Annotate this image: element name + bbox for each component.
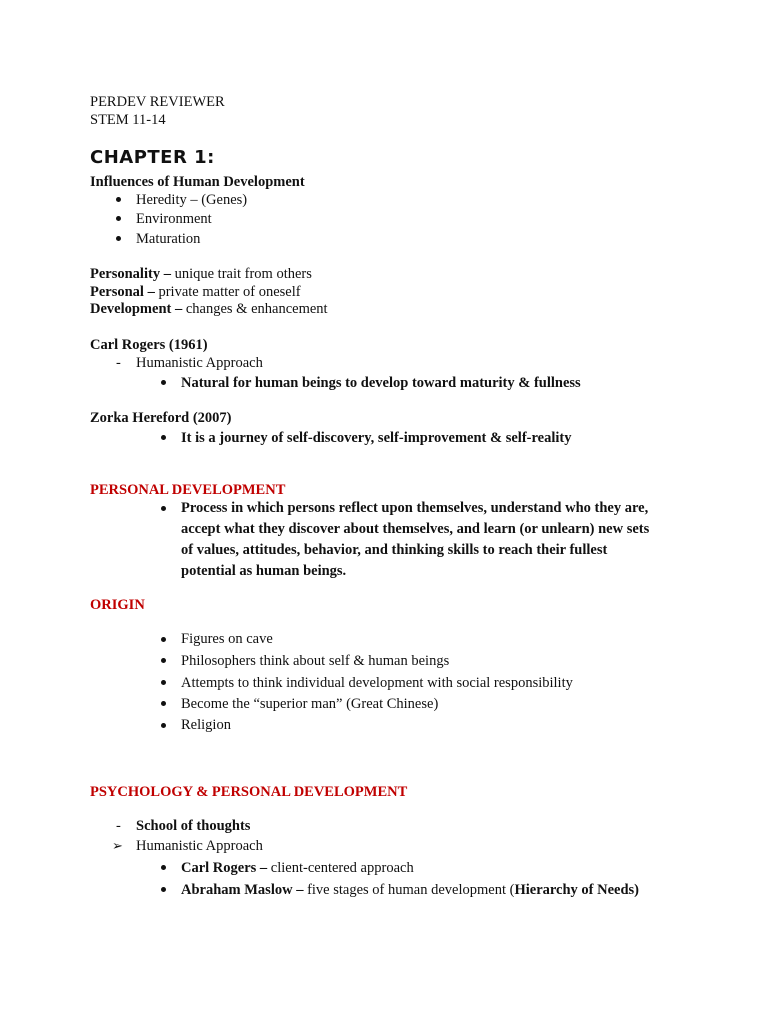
arrow-icon: ➢ xyxy=(112,838,123,853)
hereford-heading: Zorka Hereford (2007) xyxy=(90,410,232,426)
bullet xyxy=(161,887,166,892)
dash-marker: - xyxy=(116,818,121,834)
bullet xyxy=(161,701,166,706)
definition-personal xyxy=(90,283,301,301)
dash-marker: - xyxy=(116,355,121,371)
item-term: Carl Rogers – xyxy=(181,860,268,876)
definition-term: Personality – xyxy=(90,266,171,282)
bullet xyxy=(116,197,121,202)
definition-term: Development – xyxy=(90,301,183,317)
item-text: client-centered approach xyxy=(267,860,414,876)
paragraph-line: of values, attitudes, behavior, and thinking skills to reach their fullest xyxy=(181,542,608,558)
definition-text: private matter of oneself xyxy=(154,284,301,300)
personal-development-heading: PERSONAL DEVELOPMENT xyxy=(90,482,286,498)
paragraph-line: Process in which persons reflect upon themselves, understand who they are, xyxy=(181,500,649,516)
rogers-heading: Carl Rogers (1961) xyxy=(90,337,208,353)
bullet xyxy=(116,216,121,221)
definition-text: changes & enhancement xyxy=(182,301,328,317)
influences-title: Influences of Human Development xyxy=(90,174,305,190)
item-text: five stages of human development ( xyxy=(303,882,515,898)
list-item: Maturation xyxy=(136,231,201,247)
origin-heading: ORIGIN xyxy=(90,597,145,613)
chapter-heading: CHAPTER 1: xyxy=(90,147,215,168)
psychology-heading: PSYCHOLOGY & PERSONAL DEVELOPMENT xyxy=(90,784,408,800)
item-emphasis: Hierarchy of Needs) xyxy=(514,882,640,898)
bullet xyxy=(116,236,121,241)
definition-personality xyxy=(90,265,312,283)
paragraph-line: accept what they discover about themselves, and learn (or unlearn) new sets xyxy=(181,521,650,537)
document-title: PERDEV REVIEWER xyxy=(90,94,225,110)
rogers-point: Natural for human beings to develop toward maturity & fullness xyxy=(181,375,581,391)
bullet xyxy=(161,380,166,385)
list-item: Become the “superior man” (Great Chinese) xyxy=(181,696,439,712)
document-section: STEM 11-14 xyxy=(90,112,166,128)
bullet xyxy=(161,680,166,685)
bullet xyxy=(161,506,166,511)
list-item: Figures on cave xyxy=(181,631,273,647)
list-item: Attempts to think individual development with social responsibility xyxy=(181,675,573,691)
definition-text: unique trait from others xyxy=(170,266,312,282)
hereford-point: It is a journey of self-discovery, self-improvement & self-reality xyxy=(181,430,572,446)
bullet xyxy=(161,865,166,870)
bullet xyxy=(161,658,166,663)
definition-term: Personal – xyxy=(90,284,155,300)
maslow-item xyxy=(181,881,639,899)
bullet xyxy=(161,723,166,728)
rogers-approach: Humanistic Approach xyxy=(136,355,263,371)
list-item: Philosophers think about self & human beings xyxy=(181,653,450,669)
list-item: Religion xyxy=(181,717,231,733)
school-of-thoughts: School of thoughts xyxy=(136,818,251,834)
paragraph-line: potential as human beings. xyxy=(181,563,347,579)
bullet xyxy=(161,637,166,642)
list-item: Environment xyxy=(136,211,212,227)
definition-development xyxy=(90,300,328,318)
item-term: Abraham Maslow – xyxy=(181,882,304,898)
rogers-item xyxy=(181,859,414,877)
bullet xyxy=(161,435,166,440)
list-item: Heredity – (Genes) xyxy=(136,192,248,208)
humanistic-approach: Humanistic Approach xyxy=(136,838,263,854)
